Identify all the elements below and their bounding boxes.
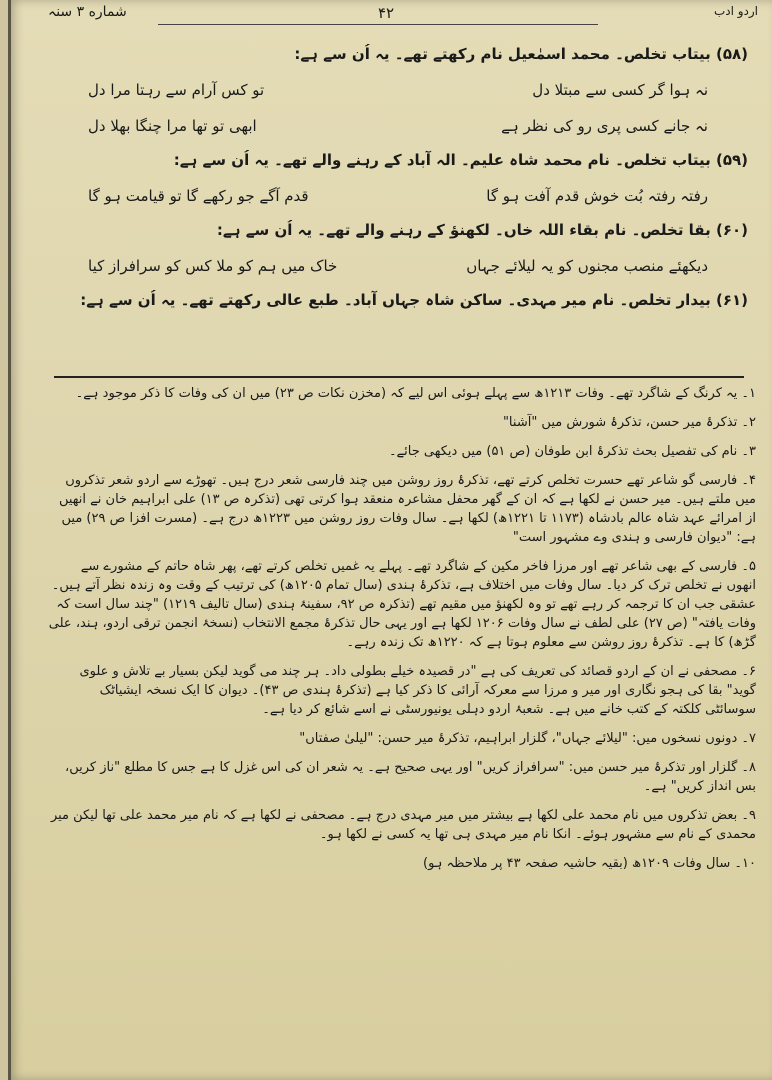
verse-couplet xyxy=(88,116,708,136)
footnote-divider xyxy=(54,376,744,378)
footnotes-section xyxy=(48,384,756,1024)
footnote: ۹۔ بعض تذکروں میں نام محمد علی لکھا ہے بیشتر میں میر مہدی درج ہے۔ مصحفی نے لکھا ہے کہ نام میر محمد علی تھا لیکن میر محمدی کے نام سے مشہور ہوئے۔ انکا نام میر مہدی ہی تھا یہ کسی نے لکھا ہو۔ xyxy=(50,808,756,842)
entries-section xyxy=(48,30,748,360)
verse-first-line: دیکھئے منصب مجنوں کو یہ لیلائے جہاں xyxy=(466,257,708,275)
document-page xyxy=(8,0,772,1080)
verse-first-line: نہ جانے کسی پری رو کی نظر ہے xyxy=(501,117,708,135)
footnote: ۲۔ تذکرۂ میر حسن، تذکرۂ شورش میں "آشنا" xyxy=(502,415,756,430)
verse-second-line: خاک میں ہم کو ملا کس کو سرافراز کیا xyxy=(88,257,338,275)
footnote: ۵۔ فارسی کے بھی شاعر تھے اور مرزا فاخر مکین کے شاگرد تھے۔ پہلے یہ غمیں تخلص کرتے تھے، پھر شاہ حاتم کے مشورے سے انھوں نے تخلص ترک کر دیا۔ سال وفات میں اختلاف ہے، تذکرۂ ہندی (سال تمام ۱۲۰۵ھ) کی ترتیب کے وقت وہ زندہ نظر آتے ہیں۔ عشقی جب ان کا ترجمہ کر رہے تھے تو وہ لکھنؤ میں مقیم تھے (تذکرہ ص ۹۲، سفینۂ ہندی (سال تالیف ۱۲۱۹) "چند سال است کہ وفات یافتہ" (ص ۲۷) علی لطف نے سال وفات ۱۲۰۶ لکھا ہے اور یہی حال تذکرۂ مجمع الانتخاب (نسخۂ انجمن ترقی اردو، ہند، علی گڑھ) کا ہے۔ تذکرۂ روز روشن سے معلوم ہوتا ہے کہ ۱۲۲۰ھ تک زندہ رہے۔ xyxy=(48,559,756,650)
entry-heading: (۵۹) بیتاب تخلص۔ نام محمد شاہ علیم۔ الہ آباد کے رہنے والے تھے۔ یہ اُن سے ہے: xyxy=(173,151,748,169)
verse-first-line: نہ ہوا گر کسی سے مبتلا دل xyxy=(532,81,708,99)
footnote: ۴۔ فارسی گو شاعر تھے حسرت تخلص کرتے تھے، تذکرۂ روز روشن میں چند فارسی شعر درج ہیں۔ تھوڑے سے اردو شعر تذکروں میں ملتے ہیں۔ میر حسن نے لکھا ہے کہ ان کے گھر محفل مشاعرہ منعقد ہوا کرتی تھی (تذکرہ ص ۱۳) علی ابراہیم خان نے انھیں از امرائے عہد شاہ عالم بادشاہ (۱۱۷۳ تا ۱۲۲۱ھ) لکھا ہے۔ سال وفات روز روشن میں ۱۲۲۳ھ درج ہے۔ (مسرت افزا ص ۲۹) میں ہے: "دیوان فارسی و ہندی وے مشہور است" xyxy=(58,473,756,545)
verse-second-line: ابھی تو تھا مرا چنگا بھلا دل xyxy=(88,117,257,135)
footnote: ۶۔ مصحفی نے ان کے اردو قصائد کی تعریف کی ہے "در قصیدہ خیلے بطولی داد۔ ہر چند می گوید لیکن بسیار بے تلاش و علوی گوید" بقا کی ہجو نگاری اور میر و مرزا سے معرکہ آرائی کا ذکر کیا ہے (تذکرۂ ہندی ص ۴۳)۔ دیوان کا ایک نسخہ ایشیاٹک سوسائٹی کلکتہ کے کتب خانے میں ہے۔ شعبۂ اردو دہلی یونیورسٹی نے اسے شائع کر دیا ہے۔ xyxy=(79,664,756,717)
verse-second-line: تو کس آرام سے رہتا مرا دل xyxy=(88,81,265,99)
footnote: ۱۔ یہ کرنگ کے شاگرد تھے۔ وفات ۱۲۱۳ھ سے پہلے ہوئی اس لیے کہ (مخزن نکات ص ۲۳) میں ان کی وفات کا ذکر موجود ہے۔ xyxy=(75,386,756,401)
verse-couplet xyxy=(88,256,708,276)
entry-heading: (۶۰) بقا تخلص۔ نام بقاء اللہ خاں۔ لکھنؤ کے رہنے والے تھے۔ یہ اُن سے ہے: xyxy=(216,221,748,239)
verse-couplet xyxy=(88,80,708,100)
journal-title: اردو ادب xyxy=(713,4,758,18)
verse-couplet xyxy=(88,186,708,206)
verse-first-line: رفتہ رفتہ بُت خوش قدم آفت ہو گا xyxy=(486,187,708,205)
header-rule xyxy=(158,24,598,25)
page-number: ۴۲ xyxy=(378,4,395,22)
header-issue: شماره ۳ سنہ xyxy=(48,4,127,20)
footnote: ۷۔ دونوں نسخوں میں: "لیلائے جہاں"، گلزار ابراہیم، تذکرۂ میر حسن: "لیلیٰ صفتاں" xyxy=(299,731,756,746)
verse-second-line: قدم آگے جو رکھے گا تو قیامت ہو گا xyxy=(88,187,309,205)
footnote: ۳۔ نام کی تفصیل بحث تذکرۂ ابن طوفان (ص ۵۱) میں دیکھی جائے۔ xyxy=(388,444,756,459)
footnote: ۱۰۔ سال وفات ۱۲۰۹ھ (بقیہ حاشیہ صفحہ ۴۳ پر ملاحظہ ہو) xyxy=(423,856,756,871)
footnote: ۸۔ گلزار اور تذکرۂ میر حسن میں: "سرافراز کریں" اور یہی صحیح ہے۔ یہ شعر ان کی اس غزل کا ہے جس کا مطلع "ناز کریں، بس انداز کریں" ہے۔ xyxy=(65,760,756,794)
entry-heading: (۵۸) بیتاب تخلص۔ محمد اسمٰعیل نام رکھتے تھے۔ یہ اُن سے ہے: xyxy=(294,45,748,63)
entry-heading: (۶۱) بیدار تخلص۔ نام میر مہدی۔ ساکن شاہ جہاں آباد۔ طبع عالی رکھتے تھے۔ یہ اُن سے ہے: xyxy=(80,291,748,309)
